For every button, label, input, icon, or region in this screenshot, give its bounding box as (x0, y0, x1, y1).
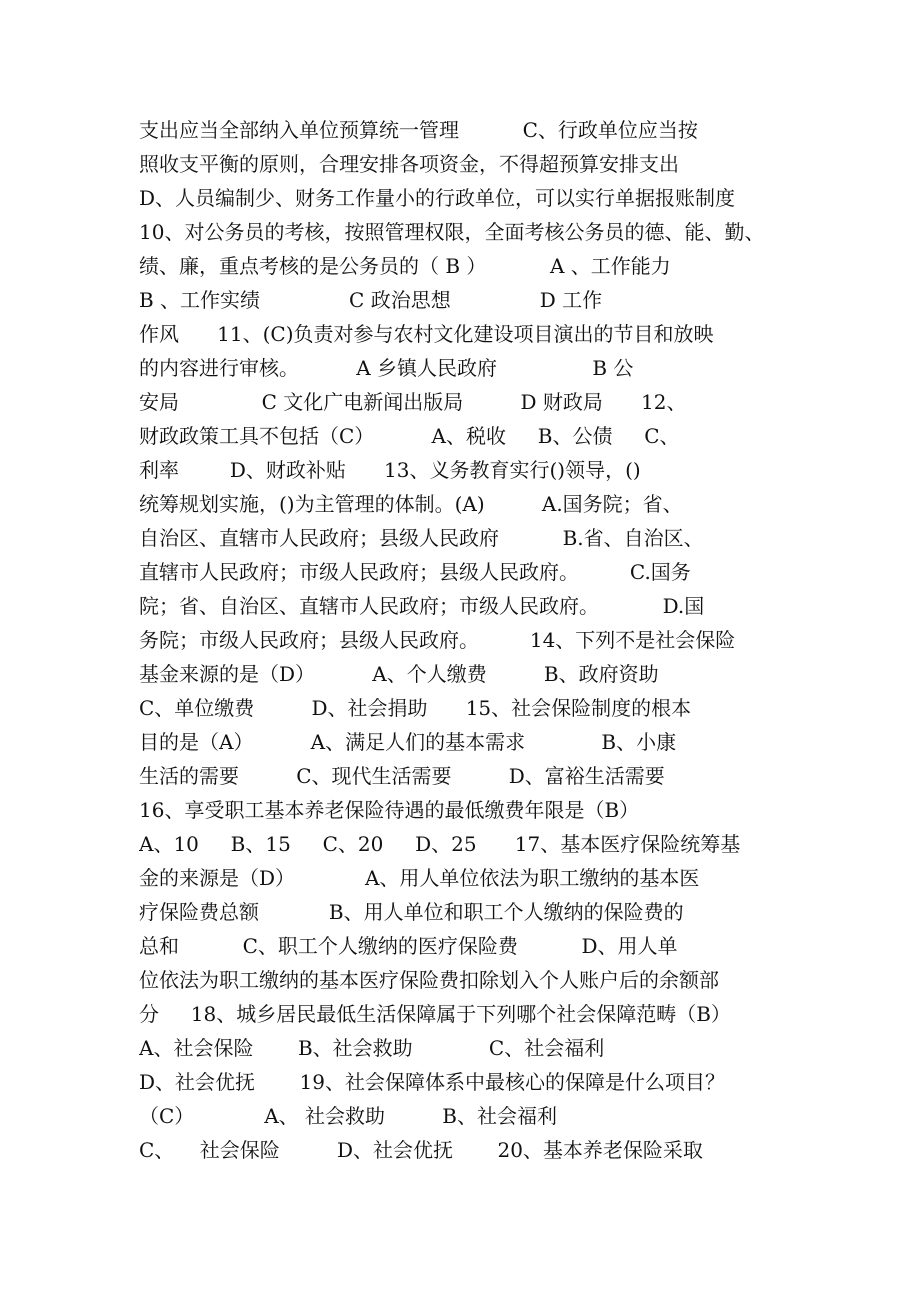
text-line: B 、工作实绩 C 政治思想 D 工作 (139, 288, 603, 312)
text-line: 位依法为职工缴纳的基本医疗保险费扣除划入个人账户后的余额部 (139, 968, 719, 992)
text-line: 直辖市人民政府；市级人民政府；县级人民政府。 C.国务 (139, 560, 691, 584)
text-line: D、人员编制少、财务工作量小的行政单位，可以实行单据报账制度 (139, 186, 736, 210)
text-line: （C） A、 社会救助 B、社会福利 (139, 1104, 557, 1128)
text-line: C、单位缴费 D、社会捐助 15、社会保险制度的根本 (139, 696, 692, 720)
text-line: 安局 C 文化广电新闻出版局 D 财政局 12、 (139, 390, 687, 414)
text-line: 16、享受职工基本养老保险待遇的最低缴费年限是（B） (139, 798, 640, 822)
text-line: 分 18、城乡居民最低生活保障属于下列哪个社会保障范畴（B） (139, 1002, 731, 1026)
text-line: 金的来源是（D） A、用人单位依法为职工缴纳的基本医 (139, 866, 700, 890)
text-line: A、10 B、15 C、20 D、25 17、基本医疗保险统筹基 (139, 832, 741, 856)
text-line: 绩、廉，重点考核的是公务员的（ B ） A 、工作能力 (139, 254, 671, 278)
text-line: 照收支平衡的原则，合理安排各项资金，不得超预算安排支出 (139, 152, 679, 176)
text-line: A、社会保险 B、社会救助 C、社会福利 (139, 1036, 605, 1060)
text-line: 统筹规划实施，()为主管理的体制。(A) A.国务院；省、 (139, 492, 683, 516)
text-line: D、社会优抚 19、社会保障体系中最核心的保障是什么项目？ (139, 1070, 725, 1094)
text-line: 10、对公务员的考核，按照管理权限，全面考核公务员的德、能、勤、 (139, 220, 765, 244)
text-line: 自治区、直辖市人民政府；县级人民政府 B.省、自治区、 (139, 526, 704, 550)
text-line: 务院；市级人民政府；县级人民政府。 14、下列不是社会保险 (139, 628, 736, 652)
text-line: 基金来源的是（D） A、个人缴费 B、政府资助 (139, 662, 659, 686)
text-line: 作风 11、(C)负责对参与农村文化建设项目演出的节目和放映 (139, 322, 714, 346)
text-line: C、 社会保险 D、社会优抚 20、基本养老保险采取 (139, 1138, 703, 1162)
text-line: 利率 D、财政补贴 13、义务教育实行()领导，() (139, 458, 641, 482)
text-line: 的内容进行审核。 A 乡镇人民政府 B 公 (139, 356, 634, 380)
text-line: 院；省、自治区、直辖市人民政府；市级人民政府。 D.国 (139, 594, 705, 618)
text-line: 生活的需要 C、现代生活需要 D、富裕生活需要 (139, 764, 665, 788)
text-line: 财政政策工具不包括（C） A、税收 B、公债 C、 (139, 424, 680, 448)
text-line: 疗保险费总额 B、用人单位和职工个人缴纳的保险费的 (139, 900, 684, 924)
text-line: 目的是（A） A、满足人们的基本需求 B、小康 (139, 730, 677, 754)
text-line: 支出应当全部纳入单位预算统一管理 C、行政单位应当按 (139, 118, 698, 142)
document-body (139, 113, 791, 1167)
text-line: 总和 C、职工个人缴纳的医疗保险费 D、用人单 (139, 934, 678, 958)
